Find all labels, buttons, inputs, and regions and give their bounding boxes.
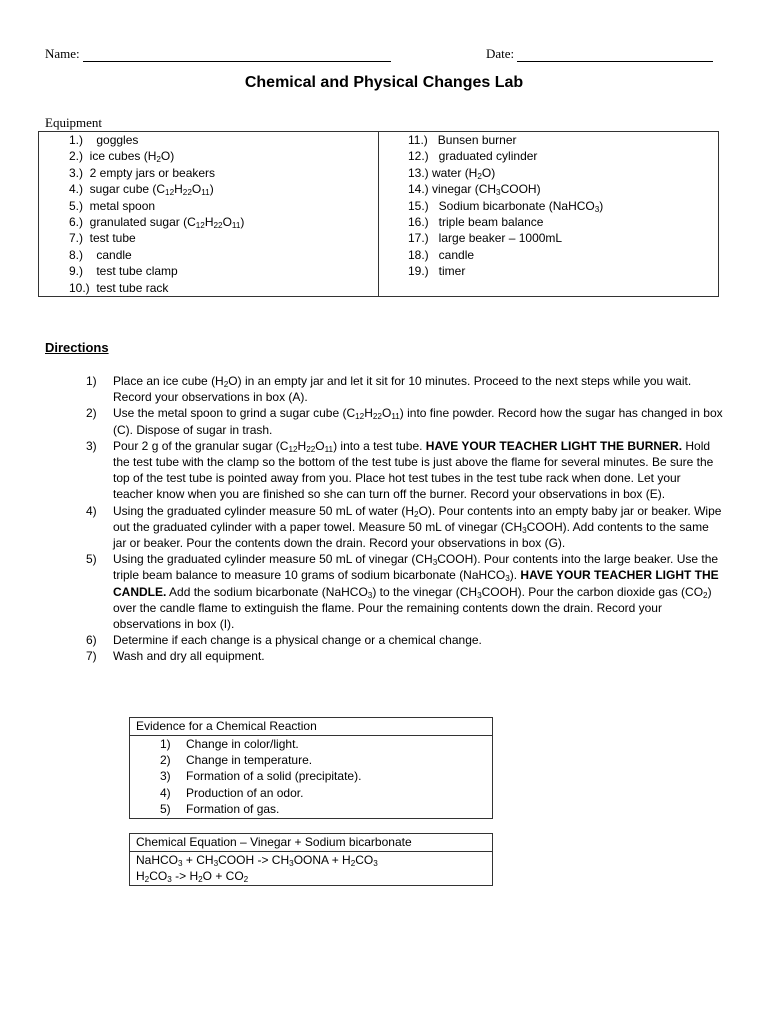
evidence-box [129, 717, 493, 819]
equipment-item: 2.) ice cubes $(H_2O)$ [69, 149, 175, 165]
evidence-text: Formation of a solid (precipitate). [186, 769, 362, 784]
step-text: Use the metal spoon to grind a sugar cube $(C_{12}H_{22}O_{11})$ into fine powder. Record how the sugar has changed in box (C). Dispose of sugar in trash. [113, 406, 723, 437]
equation-line: $H_2CO_3 -> H_2O + CO_2$ [136, 869, 249, 885]
evidence-number: 3) [160, 769, 171, 784]
equipment-item: 3.) 2 empty jars or beakers [69, 165, 216, 180]
date-line[interactable] [517, 48, 713, 62]
direction-step [86, 373, 724, 405]
evidence-item [160, 768, 492, 784]
equipment-item: 12.) graduated cylinder [408, 149, 538, 164]
date-field [486, 46, 713, 62]
directions-list [86, 373, 724, 665]
step-number: 7) [86, 649, 97, 664]
step-text: Using the graduated cylinder measure 50 mL of water $(H_2O)$. Pour contents into an empty baby jar or beaker. Wipe out the graduated cylinder with a paper towel. Measure 50 mL of vinegar $(CH_3COOH)$. Add contents to the same jar or beaker. Pour the contents down the drain. Record your observations in box (G). [113, 503, 722, 551]
step-text: Place an ice cube $(H_2O)$ in an empty jar and let it sit for 10 minutes. Proceed to the next steps while you wait. Record your observations in box (A). [113, 374, 692, 405]
step-number: 4) [86, 503, 97, 518]
evidence-list [130, 736, 492, 818]
equation-title: Chemical Equation – Vinegar + Sodium bicarbonate [130, 834, 492, 852]
equipment-item: 14.) vinegar $(CH_3COOH)$ [408, 182, 541, 198]
equation-box [129, 833, 493, 886]
equipment-item: 4.) sugar cube $(C_{12}H_{22}O_{11})$ [69, 182, 214, 198]
evidence-text: Production of an odor. [186, 785, 304, 800]
evidence-number: 1) [160, 737, 171, 751]
step-text: Pour 2 g of the granular sugar $(C_{12}H_{22}O_{11})$ into a test tube. HAVE YOUR TEACHER LIGHT THE BURNER. Hold the test tube with the clamp so the bottom of the test tube is just above the flame for several minutes. Be sure the top of the test tube is pointed away from you. Place hot test tubes in the test tube rack when done. Let your teacher know when you are finished so she can turn off the burner. Record your observations in box (E). [113, 438, 714, 502]
equipment-item: 18.) candle [408, 247, 475, 262]
step-number: 3) [86, 438, 97, 453]
name-field [45, 46, 391, 62]
equipment-label: Equipment [45, 115, 103, 130]
page-title: Chemical and Physical Changes Lab [244, 74, 524, 91]
step-text: Wash and dry all equipment. [113, 649, 265, 664]
evidence-item [160, 801, 492, 817]
direction-step [86, 551, 724, 632]
equipment-item: 11.) Bunsen burner [408, 133, 517, 147]
equipment-item: 10.) test tube rack [69, 280, 169, 295]
evidence-number: 4) [160, 785, 171, 800]
equipment-item: 9.) test tube clamp [69, 264, 178, 279]
evidence-number: 2) [160, 753, 171, 768]
equipment-column-right [379, 132, 719, 297]
equipment-item: 13.) water $(H_2O)$ [408, 165, 496, 181]
direction-step [86, 405, 724, 437]
step-number: 6) [86, 633, 97, 648]
step-text: Using the graduated cylinder measure 50 mL of vinegar $(CH_3COOH)$. Pour contents into the large beaker. Use the triple beam balance to measure 10 grams of sodium bicarbonate (NaHCO$_3$). HAVE YOUR TEACHER LIGHT THE CANDLE. Add the sodium bicarbonate (NaHCO$_3$) to the vinegar $(CH_3COOH)$. Pour the carbon dioxide gas $(CO_2)$ over the candle flame to extinguish the flame. Pour the remaining contents down the drain. Record your observations in box (I). [113, 552, 719, 632]
evidence-item [160, 785, 492, 801]
equipment-item: 19.) timer [408, 264, 466, 279]
equipment-item: 7.) test tube [69, 231, 136, 246]
equipment-item: 8.) candle [69, 247, 132, 262]
direction-step [86, 648, 724, 664]
name-label: Name: [45, 46, 80, 61]
evidence-number: 5) [160, 801, 171, 816]
direction-step [86, 438, 724, 503]
evidence-item [160, 736, 492, 752]
equipment-table [38, 131, 719, 297]
step-number: 2) [86, 406, 97, 421]
equation-line: NaHCO$_3$ + $CH_3COOH$ -> $CH_3OONA + H_2CO_3$ [136, 853, 378, 869]
directions-title: Directions [45, 340, 109, 355]
evidence-text: Change in temperature. [186, 753, 313, 768]
equipment-item: 15.) Sodium bicarbonate (NaHCO$_3$) [408, 198, 604, 214]
equipment-item: 1.) goggles [69, 133, 139, 147]
step-number: 1) [86, 374, 97, 388]
equipment-item: 16.) triple beam balance [408, 214, 544, 229]
direction-step [86, 632, 724, 648]
step-number: 5) [86, 552, 97, 567]
evidence-text: Formation of gas. [186, 801, 280, 816]
evidence-text: Change in color/light. [186, 737, 299, 751]
name-line[interactable] [83, 48, 391, 62]
direction-step [86, 503, 724, 552]
evidence-title: Evidence for a Chemical Reaction [130, 718, 492, 736]
evidence-item [160, 752, 492, 768]
equipment-item: 6.) granulated sugar $(C_{12}H_{22}O_{11})$ [69, 214, 245, 230]
step-text: Determine if each change is a physical change or a chemical change. [113, 633, 482, 648]
equation-lines [130, 852, 492, 885]
equipment-column-left [39, 132, 379, 297]
date-label: Date: [486, 46, 515, 61]
equipment-item: 5.) metal spoon [69, 198, 156, 213]
equipment-item: 17.) large beaker – 1000mL [408, 231, 563, 246]
